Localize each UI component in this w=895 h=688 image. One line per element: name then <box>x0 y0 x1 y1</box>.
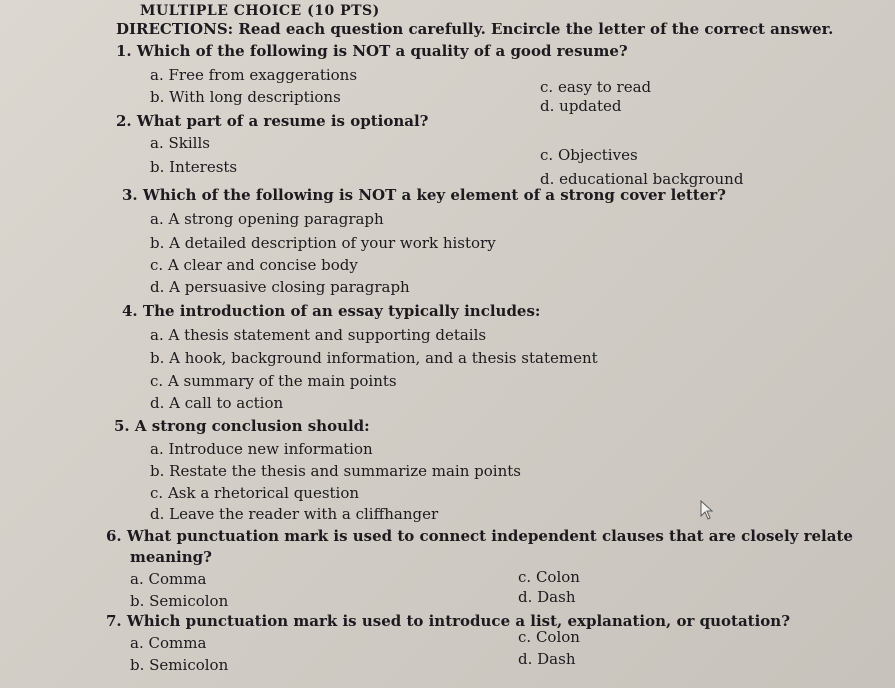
choice-text: educational background <box>559 170 744 188</box>
choice-text: A clear and concise body <box>167 256 358 274</box>
choice-text: Dash <box>537 650 576 668</box>
question-3 <box>122 186 726 204</box>
cursor-arrow-icon <box>700 500 714 520</box>
question-text: What punctuation mark is used to connect independent clauses that are closely relate <box>126 527 853 545</box>
choice-letter: c. <box>150 372 164 390</box>
choice-letter: a. <box>150 210 164 228</box>
choice-text: Free from exaggerations <box>168 66 358 84</box>
choice-text: Dash <box>537 588 576 606</box>
choice-text: A persuasive closing paragraph <box>169 278 410 296</box>
choice-text: Semicolon <box>149 656 229 674</box>
choice-text: Skills <box>168 134 210 152</box>
choice-letter: b. <box>150 88 165 106</box>
choice-letter: c. <box>540 146 554 164</box>
question-5 <box>114 417 370 435</box>
choice-text: A detailed description of your work history <box>169 234 496 252</box>
question-number: 1. <box>116 42 132 60</box>
question-number: 3. <box>122 186 138 204</box>
choice-text: A thesis statement and supporting details <box>168 326 487 344</box>
question-text: What part of a resume is optional? <box>136 112 429 130</box>
choice-6d <box>518 588 575 606</box>
choice-letter: a. <box>150 326 164 344</box>
question-number: 2. <box>116 112 132 130</box>
choice-letter: d. <box>150 394 165 412</box>
choice-text: easy to read <box>557 78 652 96</box>
directions <box>116 20 833 38</box>
question-number: 5. <box>114 417 130 435</box>
choice-text: Ask a rhetorical question <box>167 484 360 502</box>
choice-5c <box>150 484 359 502</box>
question-text: The introduction of an essay typically includes: <box>142 302 541 320</box>
choice-3a <box>150 210 384 228</box>
choice-6b <box>130 592 228 610</box>
choice-text: Colon <box>535 628 580 646</box>
directions-text: Read each question carefully. Encircle the letter of the correct answer. <box>238 20 834 38</box>
choice-letter: a. <box>130 570 144 588</box>
choice-text: Semicolon <box>149 592 229 610</box>
choice-text: Introduce new information <box>168 440 373 458</box>
choice-letter: b. <box>150 158 165 176</box>
choice-7a <box>130 634 206 652</box>
choice-4d <box>150 394 283 412</box>
choice-5a <box>150 440 373 458</box>
choice-text: Objectives <box>557 146 638 164</box>
choice-text: Colon <box>535 568 580 586</box>
question-text: Which of the following is NOT a key element of a strong cover letter? <box>142 186 726 204</box>
choice-2b <box>150 158 237 176</box>
question-text: A strong conclusion should: <box>134 417 370 435</box>
choice-letter: a. <box>150 134 164 152</box>
choice-letter: b. <box>130 592 145 610</box>
choice-letter: a. <box>130 634 144 652</box>
choice-6a <box>130 570 206 588</box>
question-6 <box>106 527 853 545</box>
choice-text: Leave the reader with a cliffhanger <box>169 505 439 523</box>
choice-1c <box>540 78 651 96</box>
choice-text: With long descriptions <box>169 88 341 106</box>
choice-4b <box>150 349 598 367</box>
choice-2c <box>540 146 638 164</box>
choice-3d <box>150 278 410 296</box>
choice-letter: b. <box>150 234 165 252</box>
question-6-continued: meaning? <box>130 548 212 566</box>
choice-6c <box>518 568 580 586</box>
question-number: 4. <box>122 302 138 320</box>
choice-1b <box>150 88 341 106</box>
choice-1d <box>540 97 621 115</box>
question-7 <box>106 612 790 630</box>
choice-2a <box>150 134 210 152</box>
choice-text: A call to action <box>169 394 284 412</box>
choice-3c <box>150 256 358 274</box>
choice-5d <box>150 505 438 523</box>
choice-text: Interests <box>169 158 238 176</box>
choice-4a <box>150 326 486 344</box>
choice-letter: d. <box>150 505 165 523</box>
choice-text: updated <box>559 97 622 115</box>
choice-7b <box>130 656 228 674</box>
question-4 <box>122 302 540 320</box>
choice-letter: a. <box>150 440 164 458</box>
question-2 <box>116 112 428 130</box>
choice-5b <box>150 462 521 480</box>
choice-letter: c. <box>518 568 532 586</box>
choice-letter: d. <box>518 588 533 606</box>
choice-text: A summary of the main points <box>167 372 397 390</box>
choice-text: A strong opening paragraph <box>168 210 384 228</box>
section-header: MULTIPLE CHOICE (10 PTS) <box>140 3 380 19</box>
question-1 <box>116 42 628 60</box>
choice-letter: d. <box>150 278 165 296</box>
choice-letter: c. <box>518 628 532 646</box>
choice-4c <box>150 372 397 390</box>
choice-letter: b. <box>150 462 165 480</box>
choice-letter: d. <box>540 97 555 115</box>
choice-text: Comma <box>148 570 207 588</box>
question-text: Which punctuation mark is used to introduce a list, explanation, or quotation? <box>126 612 790 630</box>
choice-letter: d. <box>540 170 555 188</box>
choice-letter: b. <box>150 349 165 367</box>
choice-7d <box>518 650 575 668</box>
choice-text: A hook, background information, and a thesis statement <box>169 349 598 367</box>
choice-letter: d. <box>518 650 533 668</box>
choice-7c <box>518 628 580 646</box>
choice-letter: c. <box>150 256 164 274</box>
choice-letter: c. <box>540 78 554 96</box>
question-number: 7. <box>106 612 122 630</box>
choice-letter: a. <box>150 66 164 84</box>
choice-3b <box>150 234 496 252</box>
directions-label: DIRECTIONS: <box>116 20 234 38</box>
choice-1a <box>150 66 357 84</box>
question-number: 6. <box>106 527 122 545</box>
choice-letter: c. <box>150 484 164 502</box>
question-text: Which of the following is NOT a quality of a good resume? <box>136 42 628 60</box>
choice-letter: b. <box>130 656 145 674</box>
choice-text: Comma <box>148 634 207 652</box>
choice-text: Restate the thesis and summarize main points <box>169 462 521 480</box>
